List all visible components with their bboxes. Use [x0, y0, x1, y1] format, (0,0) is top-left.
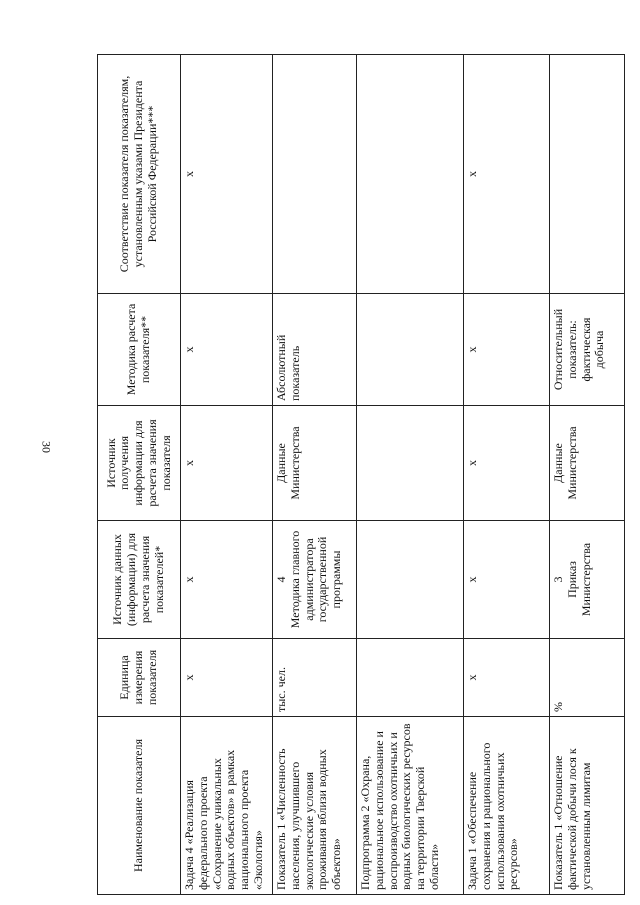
header-unit: Единица измерения показателя: [98, 639, 181, 717]
cell-column-number: 4: [274, 576, 288, 583]
cell-name: Подпрограмма 2 «Охрана, рациональное использование и воспроизводство охотничьих и водных биологических ресурсов на территории Тверской области»: [357, 717, 464, 895]
table-row: [273, 55, 357, 895]
page-number: 30: [39, 441, 54, 453]
cell-compliance: [357, 55, 464, 294]
cell-info-source: х: [181, 406, 273, 521]
cell-data-source-text: Методика главного администратора государственной программы: [287, 530, 344, 629]
cell-info-source: Данные Министерства: [550, 406, 625, 521]
cell-compliance: х: [181, 55, 273, 294]
cell-unit: тыс. чел.: [273, 639, 357, 717]
header-method: Методика расчета показателя**: [98, 294, 181, 406]
table-row: [357, 55, 464, 895]
cell-data-source: [357, 521, 464, 639]
cell-info-source: х: [464, 406, 550, 521]
indicator-table-wrapper: [97, 55, 624, 895]
cell-data-source: [273, 521, 357, 639]
cell-compliance: х: [464, 55, 550, 294]
header-data-source: Источник данных (информации) для расчета значения показателей*: [98, 521, 181, 639]
cell-method: [357, 294, 464, 406]
cell-method: х: [464, 294, 550, 406]
cell-method: Относительный показатель: фактическая добыча: [550, 294, 625, 406]
cell-name: Задача 1 «Обеспечение сохранения и рационального использования охотничьих ресурсов»: [464, 717, 550, 895]
cell-column-number: 3: [551, 576, 565, 583]
table-row: [464, 55, 550, 895]
cell-name: Показатель 1 «Отношение фактической добычи лося к установленным лимитам: [550, 717, 625, 895]
table-row: [550, 55, 625, 895]
indicator-table: [97, 54, 625, 895]
cell-data-source: [181, 521, 273, 639]
cell-compliance: [273, 55, 357, 294]
cell-unit: х: [464, 639, 550, 717]
table-row: [181, 55, 273, 895]
cell-name: Показатель 1 «Численность населения, улучшившего экологические условия проживания вблизи водных объектов»: [273, 717, 357, 895]
cell-name: Задача 4 «Реализация федерального проекта «Сохранение уникальных водных объектов» в рамках национального проекта «Экология»: [181, 717, 273, 895]
header-compliance: Соответствие показателя показателям, установленным указами Президента Российской Федерации***: [98, 55, 181, 294]
cell-data-source-text: х: [465, 576, 479, 583]
cell-compliance: [550, 55, 625, 294]
cell-unit: х: [181, 639, 273, 717]
cell-data-source: [550, 521, 625, 639]
cell-unit: %: [550, 639, 625, 717]
cell-data-source-text: х: [182, 576, 196, 583]
cell-unit: [357, 639, 464, 717]
cell-data-source: [464, 521, 550, 639]
cell-data-source-text: Приказ Министерства: [564, 542, 593, 617]
header-name: Наименование показателя: [98, 717, 181, 895]
table-header-row: [98, 55, 181, 895]
cell-info-source: [357, 406, 464, 521]
cell-method: х: [181, 294, 273, 406]
header-info-source: Источник получения информации для расчета значения показателя: [98, 406, 181, 521]
cell-method: Абсолютный показатель: [273, 294, 357, 406]
cell-info-source: Данные Министерства: [273, 406, 357, 521]
